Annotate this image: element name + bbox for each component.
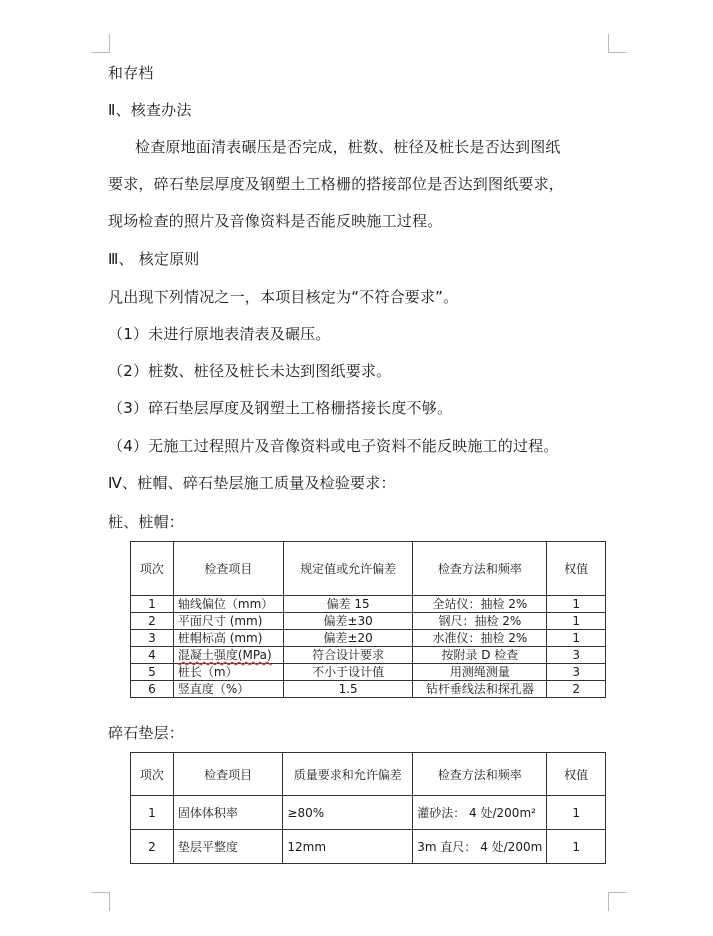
table-cell: 钢尺：抽检 2% bbox=[413, 613, 547, 630]
table-cell: 按附录 D 检查 bbox=[413, 647, 547, 664]
paragraph-line: 凡出现下列情况之一，本项目核定为“不符合要求”。 bbox=[108, 288, 459, 306]
table-cell: 1 bbox=[547, 596, 606, 613]
table-header-cell: 项次 bbox=[131, 542, 174, 596]
table-cell: 3 bbox=[547, 664, 606, 681]
table-row bbox=[131, 596, 606, 613]
table-cell: 1 bbox=[131, 596, 174, 613]
table-cell: 3 bbox=[547, 647, 606, 664]
table-row bbox=[131, 630, 606, 647]
section-heading: Ⅳ、桩帽、碎石垫层施工质量及检验要求： bbox=[108, 474, 396, 492]
list-item: （1）未进行原地表清表及碾压。 bbox=[108, 325, 331, 343]
page-corner-mark bbox=[608, 34, 627, 53]
table-cell: 12mm bbox=[283, 830, 413, 864]
table-cell: 水准仪：抽检 2% bbox=[413, 630, 547, 647]
table-row bbox=[131, 613, 606, 630]
list-item: （4）无施工过程照片及音像资料或电子资料不能反映施工的过程。 bbox=[108, 437, 559, 455]
table-row bbox=[131, 796, 606, 830]
paragraph-line: 要求，碎石垫层厚度及钢塑土工格栅的搭接部位是否达到图纸要求， bbox=[108, 175, 565, 193]
table-cell: 用测绳测量 bbox=[413, 664, 547, 681]
section-heading: Ⅲ、 核定原则 bbox=[108, 250, 200, 268]
table-header-cell: 检查方法和频率 bbox=[413, 542, 547, 596]
pile-cap-table bbox=[130, 541, 606, 698]
table-cell: 平面尺寸 (mm) bbox=[173, 613, 283, 630]
page-corner-mark bbox=[608, 892, 627, 911]
list-item: （3）碎石垫层厚度及钢塑土工格栅搭接长度不够。 bbox=[108, 399, 453, 417]
table-cell: 钻杆垂线法和探孔器 bbox=[413, 681, 547, 698]
paragraph-line: 检查原地面清表碾压是否完成，桩数、桩径及桩长是否达到图纸 bbox=[135, 138, 561, 156]
table-cell: 竖直度（%） bbox=[173, 681, 283, 698]
table-cell: 1 bbox=[547, 613, 606, 630]
table-cell: 桩帽标高 (mm) bbox=[173, 630, 283, 647]
gravel-cushion-table bbox=[130, 752, 606, 864]
table-header-row bbox=[131, 542, 606, 596]
table-cell: 偏差 15 bbox=[283, 596, 413, 613]
table-cell: ≥80% bbox=[283, 796, 413, 830]
table-header-cell: 质量要求和允许偏差 bbox=[283, 753, 413, 796]
table-cell: 1 bbox=[547, 630, 606, 647]
table-cell: 1.5 bbox=[283, 681, 413, 698]
table-cell: 1 bbox=[131, 796, 174, 830]
table-header-cell: 规定值或允许偏差 bbox=[283, 542, 413, 596]
table-cell: 3m 直尺： 4 处/200m bbox=[413, 830, 547, 864]
table-cell: 全站仪：抽检 2% bbox=[413, 596, 547, 613]
table-header-cell: 检查项目 bbox=[173, 753, 283, 796]
section-heading: Ⅱ、核查办法 bbox=[108, 101, 192, 119]
text-line: 和存档 bbox=[108, 64, 154, 82]
table-cell: 1 bbox=[547, 796, 606, 830]
table-cell: 垫层平整度 bbox=[173, 830, 283, 864]
table-row bbox=[131, 681, 606, 698]
table-cell: 轴线偏位（mm） bbox=[173, 596, 283, 613]
table-cell: 6 bbox=[131, 681, 174, 698]
table-row bbox=[131, 647, 606, 664]
table-cell: 不小于设计值 bbox=[283, 664, 413, 681]
table-cell: 桩长（m） bbox=[173, 664, 283, 681]
table-cell: 灌砂法： 4 处/200m² bbox=[413, 796, 547, 830]
table-cell: 2 bbox=[131, 830, 174, 864]
table-cell bbox=[173, 647, 283, 664]
page-corner-mark bbox=[91, 892, 110, 911]
table-cell: 固体体积率 bbox=[173, 796, 283, 830]
table-cell-text: 混凝土强度(MPa) bbox=[177, 648, 272, 662]
table-cell: 偏差±30 bbox=[283, 613, 413, 630]
page-corner-mark bbox=[91, 34, 110, 53]
table-caption: 碎石垫层： bbox=[108, 724, 185, 742]
table-cell: 符合设计要求 bbox=[283, 647, 413, 664]
table-row bbox=[131, 830, 606, 864]
table-caption: 桩、桩帽： bbox=[108, 513, 185, 531]
table-cell: 3 bbox=[131, 630, 174, 647]
table-cell: 1 bbox=[547, 830, 606, 864]
table-cell: 4 bbox=[131, 647, 174, 664]
table-cell: 5 bbox=[131, 664, 174, 681]
table-cell: 2 bbox=[547, 681, 606, 698]
table-header-cell: 权值 bbox=[547, 753, 606, 796]
table-row bbox=[131, 664, 606, 681]
table-cell: 偏差±20 bbox=[283, 630, 413, 647]
table-header-cell: 项次 bbox=[131, 753, 174, 796]
paragraph-line: 现场检查的照片及音像资料是否能反映施工过程。 bbox=[108, 212, 443, 230]
table-header-cell: 权值 bbox=[547, 542, 606, 596]
table-header-cell: 检查项目 bbox=[173, 542, 283, 596]
table-cell: 2 bbox=[131, 613, 174, 630]
list-item: （2）桩数、桩径及桩长未达到图纸要求。 bbox=[108, 362, 392, 380]
table-header-row bbox=[131, 753, 606, 796]
table-header-cell: 检查方法和频率 bbox=[413, 753, 547, 796]
